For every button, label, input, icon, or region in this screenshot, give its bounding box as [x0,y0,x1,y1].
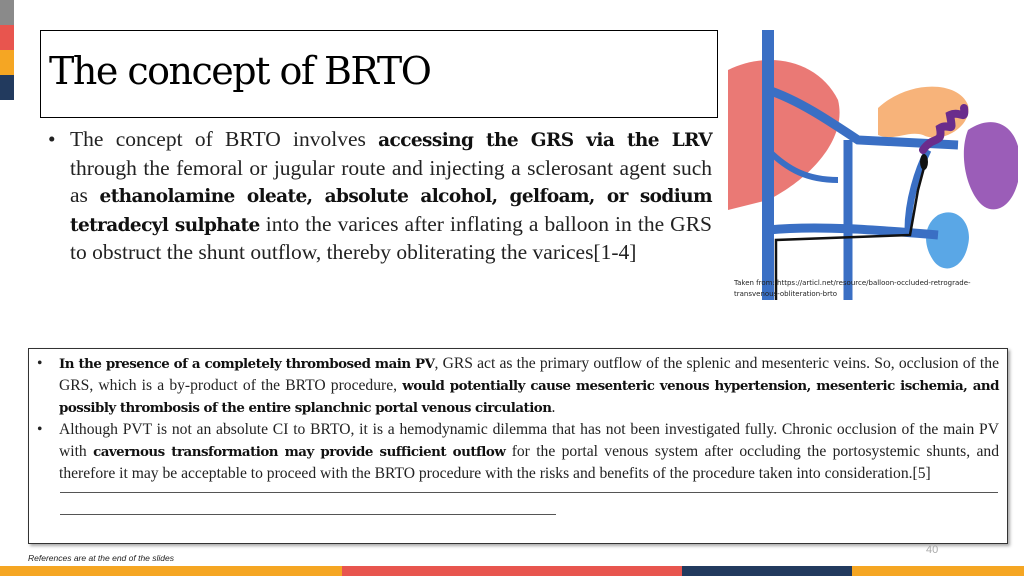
brto-anatomy-svg [728,30,1018,300]
anatomy-illustration [728,30,1018,300]
text-underline [60,514,556,515]
stripe-gray [0,0,14,25]
top-bullet-list [48,126,712,267]
title-box [40,30,718,118]
bullet-brto-concept [48,126,712,267]
text: The concept of BRTO involves [70,127,379,151]
bar-red [342,566,682,576]
left-accent-stripe [0,0,14,100]
bottom-accent-bar [0,566,1024,576]
references-footnote: References are at the end of the slides [28,553,175,563]
stripe-orange [0,50,14,75]
balloon [920,154,928,170]
figure-caption: Taken from: https://articl.net/resource/balloon-occluded-retrograde-transvenous-obliteration-brto [734,279,971,298]
bar-orange-2 [852,566,1024,576]
text: through the femoral or jugular route and injecting a sclerosant agent such as [70,155,712,207]
text: , GRS act as the primary outflow of the splenic and mesenteric veins. So, occlusion of the GRS, which is a by-product of the BRTO procedure, [59,355,999,394]
ivc-vein [762,30,774,300]
emphasis: accessing the GRS via the LRV [378,130,712,151]
text: Although PVT is not an absolute CI to BRTO, it is a hemodynamic dilemma that has not been investigated fully. Chronic occlusion of the main PV with [59,421,999,460]
text: . [551,399,556,416]
emphasis: would potentially cause mesenteric venous hypertension, mesenteric ischemia, and possibly thrombosis of the entire splanchnic portal venous circulation [59,378,999,416]
bar-orange [0,566,342,576]
bar-navy [682,566,852,576]
bullet-thrombosed-pv [37,353,999,419]
bullet-pvt-dilemma [37,419,999,485]
stripe-red [0,25,14,50]
slide-title: The concept of BRTO [49,49,431,93]
emphasis: ethanolamine oleate, absolute alcohol, gelfoam, or sodium tetradecyl sulphate [70,186,712,236]
text: for the portal venous system after occluding the portosystemic shunts, and therefore it may be acceptable to proceed with the BRTO procedure with the risks and benefits of the procedure taken into consideration.[5] [59,443,999,482]
text: into the varices after inflating a balloon in the GRS to obstruct the shunt outflow, thereby obliterating the varices[1-4] [70,211,713,264]
emphasis: In the presence of a completely thrombosed main PV [59,356,435,372]
stripe-navy [0,75,14,100]
page-number: 40 [926,544,939,556]
bottom-bullet-list [37,353,999,485]
emphasis: cavernous transformation may provide sufficient outflow [93,444,506,460]
text-underline [60,492,998,493]
